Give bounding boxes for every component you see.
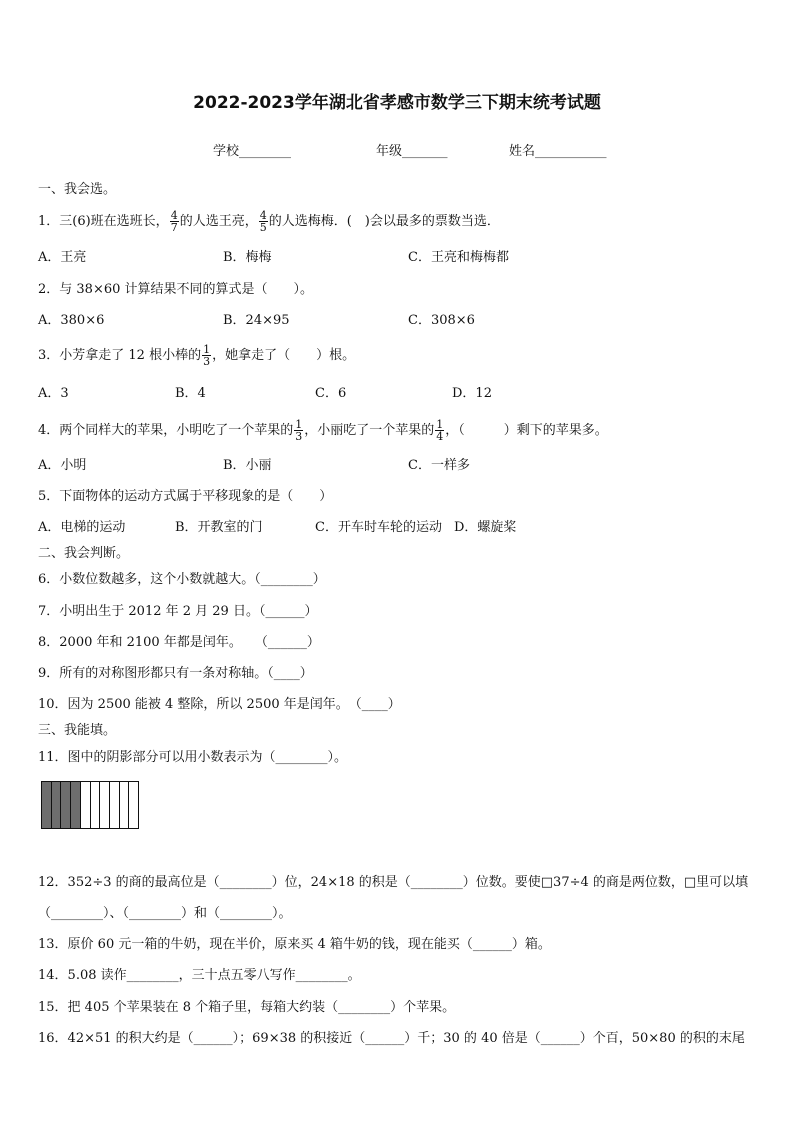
blank-cell xyxy=(100,782,110,828)
q4-text-b: ，小丽吃了一个苹果的 xyxy=(304,423,435,438)
question-1 xyxy=(38,210,500,233)
q2-option-c: C．308×6 xyxy=(408,313,475,328)
q3-option-d: D．12 xyxy=(452,386,492,401)
question-15: 15．把 405 个苹果装在 8 个箱子里，每箱大约装（________）个苹果。 xyxy=(38,1000,456,1015)
question-13: 13．原价 60 元一箱的牛奶，现在半价，原来买 4 箱牛奶的钱，现在能买（______）箱。 xyxy=(38,937,551,952)
section-heading-choice: 一、我会选。 xyxy=(38,182,117,197)
section-heading-fill: 三、我能填。 xyxy=(38,723,117,738)
q5-option-a: A．电梯的运动 xyxy=(38,520,126,535)
q5-option-b: B．开教室的门 xyxy=(175,520,263,535)
q3-option-c: C．6 xyxy=(315,386,347,401)
q1-text-b: 的人选王亮， xyxy=(179,214,258,229)
q5-option-c: C．开车时车轮的运动 xyxy=(315,520,442,535)
q2-option-b: B．24×95 xyxy=(223,313,290,328)
q4-option-b: B．小丽 xyxy=(223,458,272,473)
q3-text-b: ，她拿走了（ ）根。 xyxy=(212,348,356,363)
blank-cell xyxy=(120,782,130,828)
blank-cell xyxy=(110,782,120,828)
q4-text-a: 4．两个同样大的苹果，小明吃了一个苹果的 xyxy=(38,423,294,438)
question-3 xyxy=(38,344,355,367)
school-field: 学校________ xyxy=(213,144,292,159)
question-10: 10．因为 2500 能被 4 整除，所以 2500 年是闰年。 （____） xyxy=(38,697,401,712)
shaded-cell xyxy=(61,782,71,828)
question-5: 5．下面物体的运动方式属于平移现象的是（ ） xyxy=(38,489,333,504)
blank-cell xyxy=(81,782,91,828)
q3-option-b: B．4 xyxy=(175,386,206,401)
question-14: 14．5.08 读作________，三十点五零八写作________。 xyxy=(38,968,361,983)
q5-option-d: D．螺旋桨 xyxy=(454,520,517,535)
question-12-line-1: 12．352÷3 的商的最高位是（________）位，24×18 的积是（________）位数。要使□37÷4 的商是两位数，□里可以填 xyxy=(38,875,749,890)
fraction-1-3: $\frac{1}{3}$ xyxy=(295,418,303,443)
question-16: 16．42×51 的积大约是（______）；69×38 的积接近（______）千；30 的 40 倍是（______）个百，50×80 的积的末尾 xyxy=(38,1031,745,1046)
question-12-line-2: （________）、（________）和（________）。 xyxy=(38,906,292,921)
fraction-4-7: $\frac{4}{7}$ xyxy=(170,209,178,234)
question-4 xyxy=(38,419,608,442)
grade-field: 年级_______ xyxy=(376,144,448,159)
blank-cell xyxy=(129,782,138,828)
q4-option-c: C．一样多 xyxy=(408,458,470,473)
shaded-cell xyxy=(42,782,52,828)
q1-option-b: B．梅梅 xyxy=(223,250,272,265)
q1-text-c: 的人选梅梅．( )会以最多的票数当选． xyxy=(268,214,500,229)
shaded-cell xyxy=(71,782,81,828)
q1-option-a: A．王亮 xyxy=(38,250,87,265)
question-7: 7．小明出生于 2012 年 2 月 29 日。（______） xyxy=(38,604,318,619)
q2-option-a: A．380×6 xyxy=(38,313,105,328)
question-8: 8．2000 年和 2100 年都是闰年。 （______） xyxy=(38,635,320,650)
section-heading-judge: 二、我会判断。 xyxy=(38,546,130,561)
question-2: 2．与 38×60 计算结果不同的算式是（ ）。 xyxy=(38,282,314,297)
blank-cell xyxy=(91,782,101,828)
question-11: 11．图中的阴影部分可以用小数表示为（________）。 xyxy=(38,750,348,765)
q4-option-a: A．小明 xyxy=(38,458,87,473)
shaded-strip-figure xyxy=(41,781,139,829)
question-6: 6．小数位数越多，这个小数就越大。（________） xyxy=(38,572,326,587)
fraction-1-4: $\frac{1}{4}$ xyxy=(436,418,444,443)
q1-text-a: 1．三(6)班在选班长， xyxy=(38,214,169,229)
page-title: 2022-2023学年湖北省孝感市数学三下期末统考试题 xyxy=(193,93,601,113)
name-field: 姓名___________ xyxy=(509,144,607,159)
q3-text-a: 3．小芳拿走了 12 根小棒的 xyxy=(38,348,202,363)
q1-option-c: C．王亮和梅梅都 xyxy=(408,250,509,265)
q3-option-a: A．3 xyxy=(38,386,69,401)
shaded-cell xyxy=(52,782,62,828)
q4-text-c: ，（ ）剩下的苹果多。 xyxy=(445,423,608,438)
question-9: 9．所有的对称图形都只有一条对称轴。（____） xyxy=(38,666,313,681)
fraction-4-5: $\frac{4}{5}$ xyxy=(259,209,267,234)
fraction-1-3: $\frac{1}{3}$ xyxy=(203,343,211,368)
